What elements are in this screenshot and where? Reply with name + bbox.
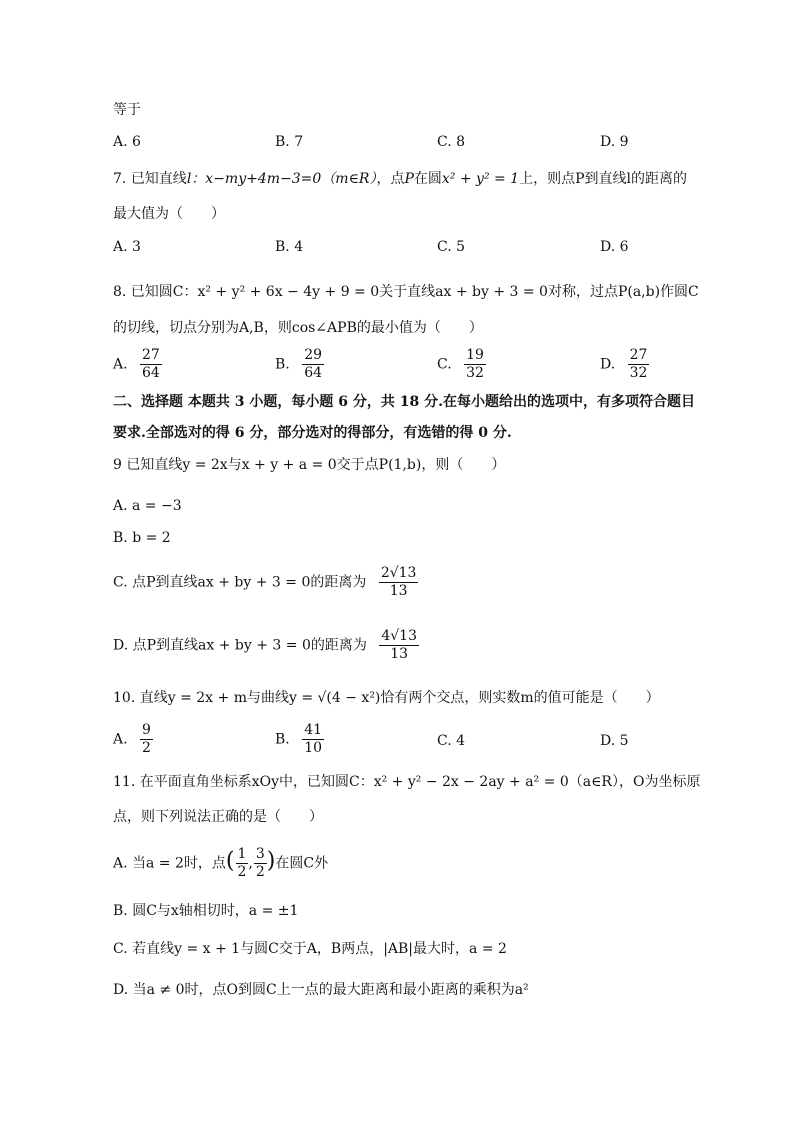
fraction-denominator: 64	[142, 365, 160, 381]
fraction-denominator: 2	[255, 864, 265, 880]
q11-stem-line1: 11. 在平面直角坐标系xOy中，已知圆C：x² + y² − 2x − 2ay + a² = 0（a∈R），O为坐标原	[113, 774, 701, 790]
q8-option-a-label: A.	[113, 356, 128, 373]
q11-point-x-fraction	[236, 846, 249, 881]
q7-text-d: 上，则点	[519, 171, 576, 187]
q7-text-e: P到直线l的距离的	[575, 171, 687, 187]
fraction-denominator: 32	[629, 365, 648, 381]
fraction-numerator: 19	[466, 347, 484, 363]
q9-option-c-text: C. 点P到直线ax + by + 3 = 0的距离为	[113, 574, 367, 591]
q11-option-a-pre: A. 当a = 2时，点	[113, 855, 226, 872]
fraction-denominator: 2	[237, 864, 247, 880]
fraction-numerator: 27	[629, 347, 648, 363]
fraction-numerator: 27	[142, 347, 160, 363]
fraction-denominator: 64	[304, 365, 323, 381]
q8-option-b-label: B.	[275, 356, 290, 373]
fraction-numerator: 9	[142, 722, 151, 738]
q10-option-d: D. 5	[600, 733, 629, 749]
q11-option-a-post: 在圆C外	[275, 855, 329, 872]
q7-stem-line1	[113, 169, 687, 189]
fraction-denominator: 10	[304, 740, 323, 756]
q11-point-y-fraction	[254, 846, 267, 881]
q8-option-d-label: D.	[600, 356, 616, 373]
q7-option-a: A. 3	[113, 239, 141, 255]
section2-heading-line2: 要求.全部选对的得 6 分，部分选对的得部分，有选错的得 0 分.	[113, 425, 512, 441]
q10-option-a-fraction	[140, 722, 153, 757]
q8-option-b	[275, 347, 324, 382]
fraction-denominator: 2	[142, 740, 151, 756]
q7-text-b: ，点	[376, 171, 405, 187]
q7-line-equation: l：x−my+4m−3=0（m∈R）	[186, 171, 377, 187]
q10-option-c: C. 4	[437, 733, 466, 749]
fraction-numerator: 4√13	[381, 628, 417, 644]
q8-option-a	[113, 347, 162, 382]
q8-option-a-fraction	[140, 347, 162, 382]
q9-option-a: A. a = −3	[113, 498, 182, 514]
q10-option-b-label: B.	[275, 731, 290, 748]
fraction-numerator: 41	[304, 722, 323, 738]
q7-text-a: 已知直线	[130, 171, 187, 187]
q8-option-c-label: C.	[437, 356, 452, 373]
q8-option-c	[437, 347, 486, 382]
q8-option-d-fraction	[628, 347, 650, 382]
q11-option-b: B. 圆C与x轴相切时，a = ±1	[113, 903, 299, 919]
q9-option-d	[113, 628, 419, 663]
fraction-denominator: 13	[389, 583, 408, 599]
q8-option-b-fraction	[302, 347, 324, 382]
q9-option-c	[113, 565, 418, 600]
q8-option-d	[600, 347, 649, 382]
q9-option-d-text: D. 点P到直线ax + by + 3 = 0的距离为	[113, 637, 367, 654]
q10-option-a-label: A.	[113, 731, 128, 748]
fraction-denominator: 32	[466, 365, 484, 381]
q9-option-c-fraction	[379, 565, 419, 600]
q8-stem-line1: 8. 已知圆C：x² + y² + 6x − 4y + 9 = 0关于直线ax + by + 3 = 0对称，过点P(a,b)作圆C	[113, 284, 699, 300]
q11-point-open-paren: (	[225, 848, 235, 874]
q8-option-c-fraction	[464, 347, 486, 382]
q10-option-b-fraction	[302, 722, 324, 757]
q7-option-d: D. 6	[600, 239, 629, 255]
fraction-numerator: 1	[237, 846, 247, 862]
q7-point-p: P	[404, 171, 414, 187]
q7-text-c: 在圆	[413, 171, 442, 187]
q7-option-c: C. 5	[437, 239, 466, 255]
q11-option-a	[113, 846, 328, 881]
q11-option-c: C. 若直线y = x + 1与圆C交于A，B两点，|AB|最大时，a = 2	[113, 941, 507, 957]
fraction-numerator: 29	[304, 347, 323, 363]
q9-option-d-fraction	[379, 628, 419, 663]
q10-option-a	[113, 722, 153, 757]
fraction-denominator: 13	[390, 646, 409, 662]
q10-option-b	[275, 722, 324, 757]
fraction-numerator: 3	[255, 846, 265, 862]
q10-stem: 10. 直线y = 2x + m与曲线y = √(4 − x²)恰有两个交点，则实数m的值可能是（ ）	[113, 690, 660, 706]
q6-option-c: C. 8	[437, 134, 466, 150]
q11-stem-line2: 点，则下列说法正确的是（ ）	[113, 809, 323, 825]
q11-option-d: D. 当a ≠ 0时，点O到圆C上一点的最大距离和最小距离的乘积为a²	[113, 982, 529, 998]
q7-circle-equation: x² + y² = 1	[441, 171, 520, 187]
q8-stem-line2: 的切线，切点分别为A,B，则cos∠APB的最小值为（ ）	[113, 320, 483, 336]
q9-option-b: B. b = 2	[113, 530, 171, 546]
q11-point-comma: ,	[248, 855, 253, 872]
q11-point-close-paren: )	[266, 848, 276, 874]
q6-option-d: D. 9	[600, 134, 629, 150]
q7-option-b: B. 4	[275, 239, 304, 255]
q6-option-a: A. 6	[113, 134, 141, 150]
q9-stem: 9 已知直线y = 2x与x + y + a = 0交于点P(1,b)，则（ ）	[113, 457, 506, 473]
carry-over-text: 等于	[113, 102, 141, 118]
fraction-numerator: 2√13	[380, 565, 417, 581]
q7-stem-line2: 最大值为（ ）	[113, 206, 225, 222]
q6-option-b: B. 7	[275, 134, 304, 150]
q7-number: 7.	[113, 171, 131, 187]
section2-heading-line1: 二、选择题 本题共 3 小题，每小题 6 分，共 18 分.在每小题给出的选项中，有多项符合题目	[113, 394, 695, 410]
